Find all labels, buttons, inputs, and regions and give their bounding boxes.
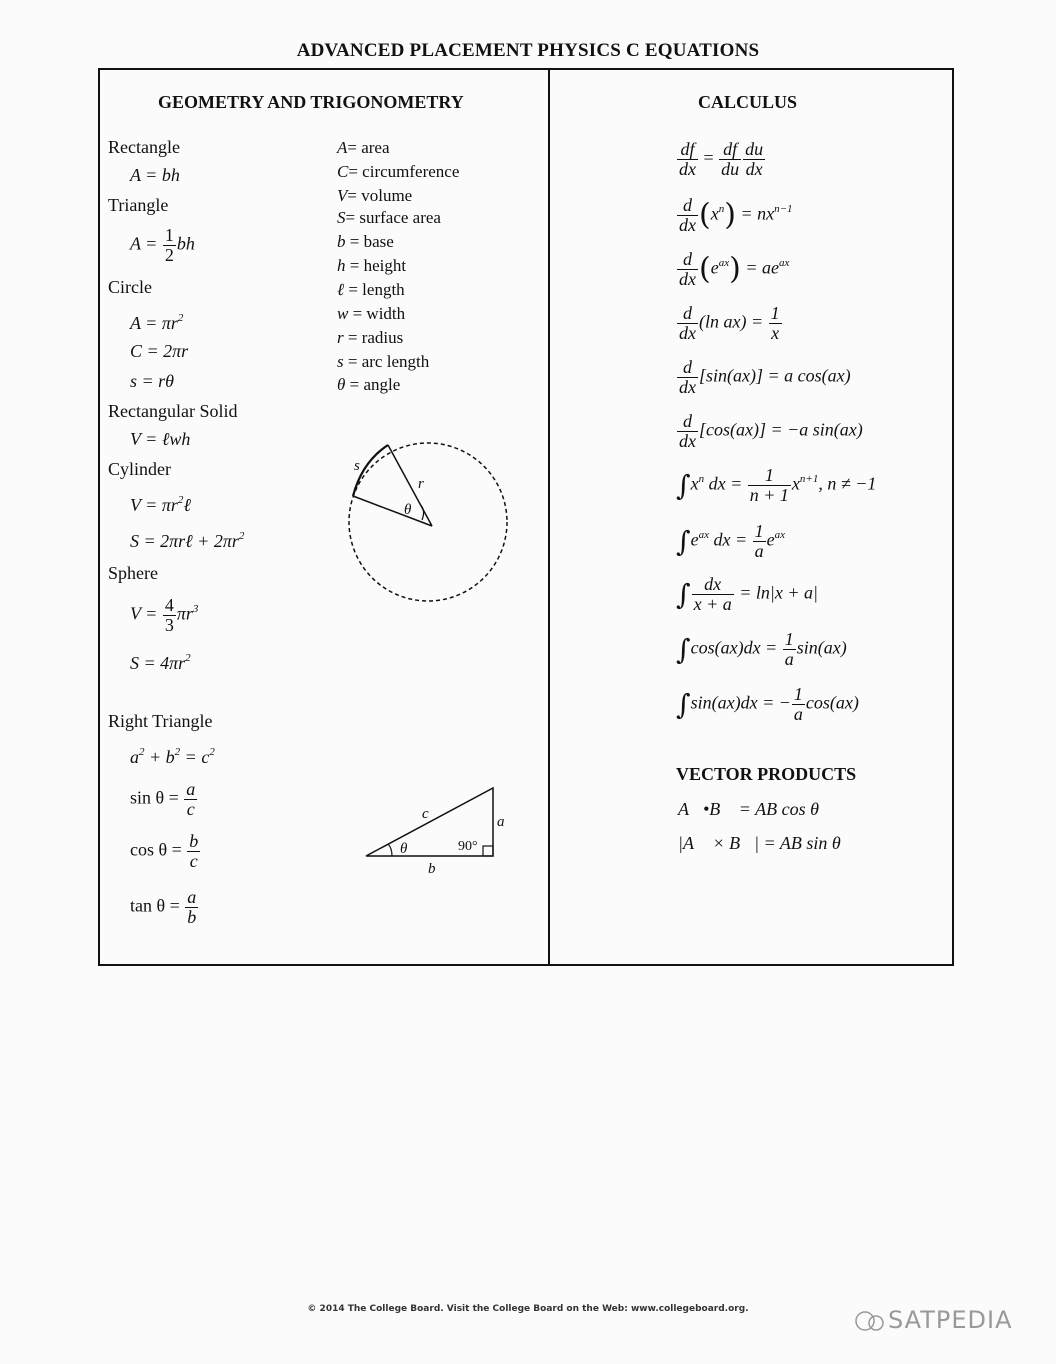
variable-base: b = base (337, 232, 394, 251)
right-angle-label: 90° (458, 839, 478, 854)
column-divider (548, 68, 550, 966)
page-title: ADVANCED PLACEMENT PHYSICS C EQUATIONS (296, 40, 760, 61)
variable-length: ℓ = length (337, 280, 405, 299)
calculus-heading: CALCULUS (698, 92, 798, 112)
right-triangle-label: Right Triangle (108, 711, 213, 731)
half-fraction: $\frac{1}{2}$ (164, 225, 174, 265)
cylinder-surface-eq: S = 2πrℓ + $2\pi r^2$ (130, 530, 245, 551)
power-rule-derivative-eq: $\frac{d}{dx}$ $(x^n) = nx^{n-1}$ (679, 195, 793, 235)
right-angle-marker (483, 846, 493, 856)
exp-derivative-eq: $\frac{d}{dx}$ $(e^{ax}) = ae^{ax}$ (679, 249, 790, 289)
variable-arc-length: s = arc length (337, 352, 430, 371)
variable-angle: θ = angle (337, 375, 401, 394)
triangle-label: Triangle (108, 195, 169, 215)
log-derivative-eq: $\frac{d}{dx}$ (ln ax) = $\frac{1}{x}$ (679, 303, 780, 343)
cos-derivative-eq: $\frac{d}{dx}$ [cos(ax)] = −a sin(ax) (679, 411, 863, 451)
sphere-surface-eq: $S = 4\pi r^2$ (130, 652, 191, 673)
adjacent-label: b (428, 861, 436, 877)
brand-watermark (852, 1306, 1013, 1334)
copyright-footer: © 2014 The College Board. Visit the College Board on the Web: www.collegeboard.org. (307, 1304, 749, 1314)
tangent-eq: tan θ = $\frac{a}{b}$ (130, 887, 197, 927)
variable-width: w = width (337, 304, 406, 323)
sine-eq: sin θ = $\frac{a}{c}$ (130, 779, 196, 819)
equation-sheet-frame (98, 68, 954, 966)
brand-name: SATPEDIA (888, 1306, 1013, 1334)
sin-derivative-eq: $\frac{d}{dx}$ [sin(ax)] = a cos(ax) (679, 357, 851, 397)
variable-area: A= area (337, 138, 390, 157)
rectangle-label: Rectangle (108, 137, 180, 157)
rect-solid-volume-eq: V = ℓwh (130, 429, 191, 449)
geometry-heading: GEOMETRY AND TRIGONOMETRY (158, 92, 464, 112)
rectangle-area-eq: A = bh (130, 165, 180, 185)
exp-integral-eq: $\int e^{ax}$ dx = $\frac{1}{a}$ $e^{ax}$ (676, 521, 786, 561)
radius-label: r (418, 476, 424, 492)
circle-circumference-eq: C = 2πr (130, 341, 189, 361)
arc-length-eq: s = rθ (130, 371, 174, 391)
arc-length-label: s (354, 458, 360, 474)
log-integral-eq: ∫ $\frac{dx}{x + a}$ = ln|x + a| (676, 574, 818, 614)
circle-label: Circle (108, 277, 152, 297)
pythagorean-eq: $a^2 + b^2 = c^2$ (130, 746, 215, 767)
brand-logo-icon (852, 1308, 888, 1334)
sphere-volume-eq: V = $\frac{4}{3}$ $\pi r^3$ (130, 595, 199, 635)
radius-line-2 (353, 496, 432, 526)
cos-integral-eq: ∫cos(ax)dx = $\frac{1}{a}$ sin(ax) (676, 629, 847, 669)
opposite-label: a (497, 814, 505, 830)
variable-radius: r = radius (337, 328, 404, 347)
circle-diagram (340, 436, 516, 608)
power-integral-eq: $\int x^n$ dx = $\frac{1}{n + 1}$ $x^{n+1}$, n ≠ −1 (676, 465, 877, 505)
circle-area-eq: $A = \pi r^2$ (130, 312, 184, 333)
rect-solid-label: Rectangular Solid (108, 401, 238, 421)
dashed-circle (349, 443, 507, 601)
triangle-angle-arc (388, 844, 392, 856)
triangle-eq-lhs: A = (130, 233, 158, 254)
angle-label: θ (404, 502, 412, 518)
dot-product-eq: A⃗•B⃗ = AB cos θ (678, 799, 819, 819)
triangle-area-eq: A = $\frac{1}{2}$ bh (130, 225, 195, 265)
chain-rule-eq: $\frac{df}{dx}$ = $\frac{df}{du}$ $\frac{du}{dx}$ (679, 139, 764, 179)
variable-volume: V= volume (337, 186, 413, 205)
hypotenuse-label: c (422, 806, 429, 822)
cosine-eq: cos θ = $\frac{b}{c}$ (130, 831, 199, 871)
variable-surface-area: S= surface area (337, 208, 441, 227)
vector-products-heading: VECTOR PRODUCTS (676, 764, 857, 784)
variable-height: h = height (337, 256, 407, 275)
variable-circumference: C= circumference (337, 162, 460, 181)
triangle-angle-label: θ (400, 841, 408, 857)
cross-product-eq: |A⃗ × B⃗| = AB sin θ (678, 833, 841, 853)
cylinder-label: Cylinder (108, 459, 171, 479)
sin-integral-eq: ∫sin(ax)dx = − $\frac{1}{a}$ cos(ax) (676, 684, 859, 724)
right-triangle-diagram (360, 780, 520, 880)
sphere-label: Sphere (108, 563, 158, 583)
cylinder-volume-eq: $V = \pi r^2\ell$ (130, 494, 191, 515)
